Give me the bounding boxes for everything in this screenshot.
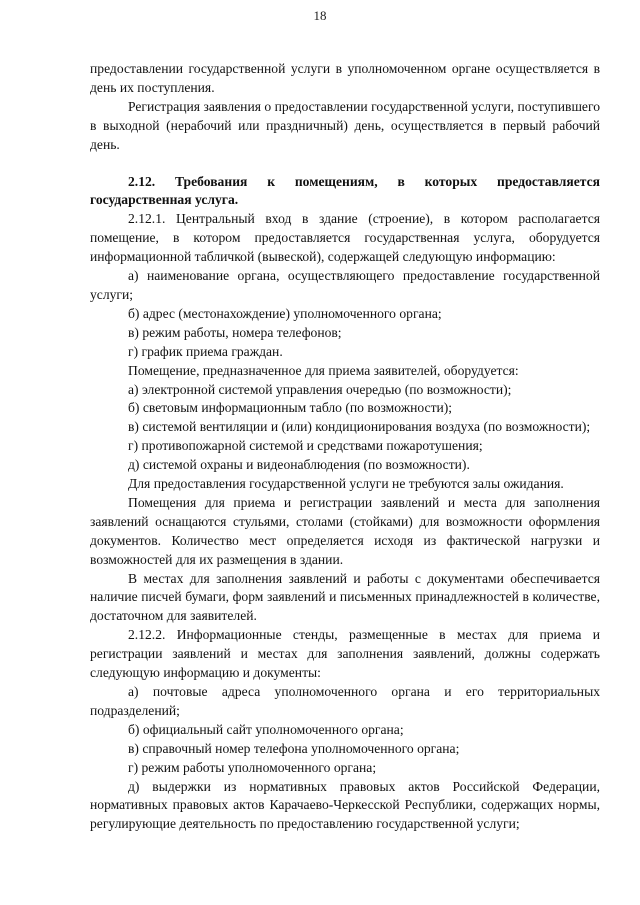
list-item: б) световым информационным табло (по возможности); (128, 400, 453, 416)
section-heading-2-12: 2.12. Требования к помещениям, в которых предоставляется государственная услуга. (90, 173, 600, 208)
list-item: г) противопожарной системой и средствами пожаротушения; (128, 438, 483, 454)
paragraph-2-12-1: 2.12.1. Центральный вход в здание (строение), в котором располагается помещение, в котором предоставляется государственная услуга, оборудуется информационной табличкой (вывеской), содержащей следующую информацию: (90, 211, 600, 265)
list-item: в) режим работы, номера телефонов; (128, 324, 342, 340)
document-body (90, 60, 600, 834)
list-item: г) режим работы уполномоченного органа; (128, 759, 377, 775)
list-item: а) электронной системой управления очередью (по возможности); (128, 381, 512, 397)
paragraph-reception-rooms: Помещения для приема и регистрации заявлений и места для заполнения заявлений оснащаются стульями, столами (стойками) для возможности оформления документов. Количество мест определяется исходя из фактической нагрузки и возможностей для их размещения в здании. (90, 494, 600, 567)
paragraph-registration: Регистрация заявления о предоставлении государственной услуги, поступившего в выходной (нерабочий или праздничный) день, осуществляется в первый рабочий день. (90, 98, 600, 152)
list-item: г) график приема граждан. (128, 343, 283, 359)
page-number: 18 (313, 8, 327, 23)
list-item: в) справочный номер телефона уполномоченного органа; (128, 740, 460, 756)
paragraph-waiting-halls: Для предоставления государственной услуги не требуются залы ожидания. (128, 476, 564, 492)
list-item: д) системой охраны и видеонаблюдения (по возможности). (128, 457, 470, 473)
list-item: а) наименование органа, осуществляющего предоставление государственной услуги; (90, 268, 600, 302)
paragraph-premises: Помещение, предназначенное для приема заявителей, оборудуется: (128, 362, 519, 378)
paragraph-filling-places: В местах для заполнения заявлений и работы с документами обеспечивается наличие писчей бумаги, форм заявлений и письменных принадлежностей в количестве, достаточном для заявителей. (90, 570, 600, 624)
list-item: в) системой вентиляции и (или) кондиционирования воздуха (по возможности); (128, 419, 591, 435)
list-item: д) выдержки из нормативных правовых актов Российской Федерации, нормативных правовых актов Карачаево-Черкесской Республики, содержащих нормы, регулирующие деятельность по предоставлению государственной услуги; (90, 778, 600, 832)
list-item: а) почтовые адреса уполномоченного органа и его территориальных подразделений; (90, 684, 600, 718)
list-item: б) официальный сайт уполномоченного органа; (128, 721, 404, 737)
paragraph-continuation: предоставлении государственной услуги в уполномоченном органе осуществляется в день их поступления. (90, 61, 600, 95)
list-item: б) адрес (местонахождение) уполномоченного органа; (128, 305, 442, 321)
paragraph-2-12-2: 2.12.2. Информационные стенды, размещенные в местах для приема и регистрации заявлений и местах для заполнения заявлений, должны содержать следующую информацию и документы: (90, 627, 600, 681)
